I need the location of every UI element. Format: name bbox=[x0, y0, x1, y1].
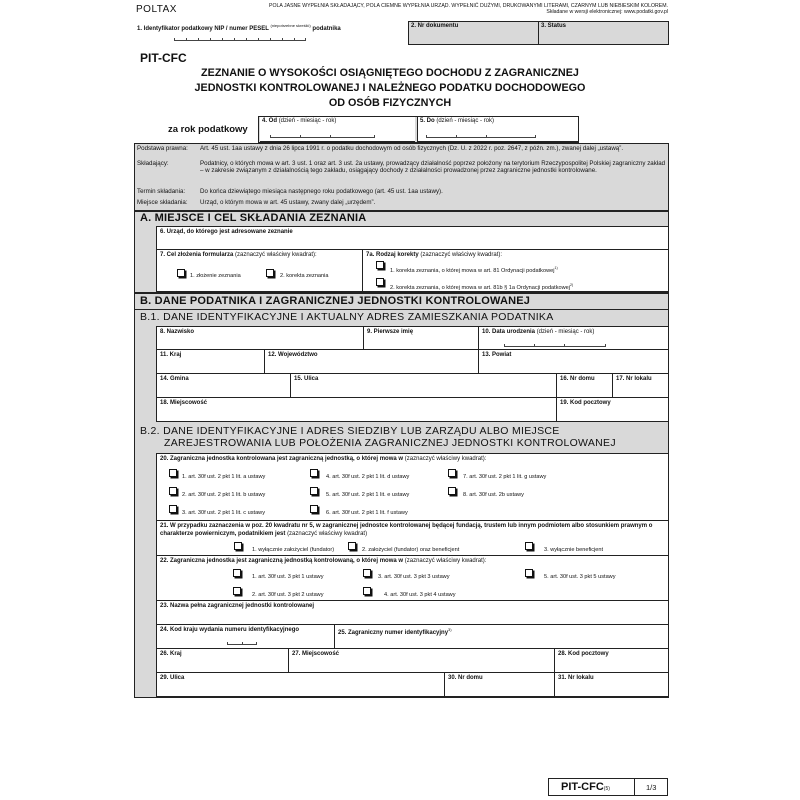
cfc-type-4-option: 4. art. 30f ust. 2 pkt 1 lit. d ustawy bbox=[326, 474, 410, 480]
cfc-apartment-number-field[interactable] bbox=[554, 673, 668, 697]
first-name-field[interactable] bbox=[363, 326, 478, 350]
section-b2-heading bbox=[136, 425, 668, 449]
cfc-country-label: 26. Kraj bbox=[160, 651, 182, 657]
country-field[interactable] bbox=[156, 350, 264, 374]
deadline-label: Termin składania: bbox=[137, 188, 186, 195]
identifier-suffix: podatnika bbox=[312, 26, 341, 32]
status-label: 3. Status bbox=[541, 23, 567, 29]
period-from-hint: (dzień - miesiąc - rok) bbox=[278, 118, 337, 124]
cfc-type-label: 20. Zagraniczna jednostka kontrolowana jest zagraniczną jednostką, o której mowa w bbox=[160, 456, 404, 462]
house-number-label: 16. Nr domu bbox=[560, 376, 595, 382]
correction-type-hint: (zaznaczyć właściwy kwadrat): bbox=[420, 252, 503, 258]
first-name-label: 9. Pierwsze imię bbox=[367, 329, 414, 335]
county-label: 13. Powiat bbox=[482, 352, 512, 358]
cfc-category-4-option: 4. art. 30f ust. 3 pkt 4 ustawy bbox=[384, 592, 456, 598]
role-founder-beneficiary-option: 2. założyciel (fundator) oraz beneficjent bbox=[362, 547, 460, 553]
section-b-heading: B. DANE PODATNIKA I ZAGRANICZNEJ JEDNOSTKI KONTROLOWANEJ bbox=[140, 295, 531, 307]
identifier-label: 1. Identyfikator podatkowy NIP / numer PESEL bbox=[137, 26, 269, 32]
cfc-category-hint: (zaznaczyć właściwy kwadrat): bbox=[404, 558, 487, 564]
form-title bbox=[150, 66, 630, 111]
office-label: 6. Urząd, do którego jest adresowane zeznanie bbox=[160, 229, 293, 235]
role-beneficiary-option: 3. wyłącznie beneficjent bbox=[544, 547, 604, 553]
cfc-type-8-checkbox[interactable] bbox=[448, 487, 456, 495]
deadline-text: Do końca dziewiątego miesiąca następnego roku podatkowego (art. 45 ust. 1aa ustawy). bbox=[200, 188, 443, 195]
period-to-hint: (dzień - miesiąc - rok) bbox=[436, 118, 495, 124]
cfc-type-5-checkbox[interactable] bbox=[310, 487, 318, 495]
cfc-type-8-option: 8. art. 30f ust. 2b ustawy bbox=[463, 492, 524, 498]
footer-version: (5) bbox=[603, 786, 610, 792]
correction-type-label: 7a. Rodzaj korekty bbox=[366, 252, 419, 258]
period-from-label: 4. Od bbox=[262, 118, 278, 124]
filer-label: Składający: bbox=[137, 160, 169, 167]
street-label: 15. Ulica bbox=[294, 376, 319, 382]
birth-date-hint: (dzień - miesiąc - rok) bbox=[536, 329, 595, 335]
cfc-postal-code-field[interactable] bbox=[554, 649, 668, 673]
correction-art81-text: 1. korekta zeznania, o której mowa w art. 81 Ordynacji podatkowej bbox=[390, 267, 555, 274]
cfc-type-3-checkbox[interactable] bbox=[169, 505, 177, 513]
cfc-category-label: 22. Zagraniczna jednostka jest zagraniczną jednostką kontrolowaną, o której mowa w bbox=[160, 558, 404, 564]
cfc-apartment-number-label: 31. Nr lokalu bbox=[558, 675, 594, 681]
cfc-type-2-option: 2. art. 30f ust. 2 pkt 1 lit. b ustawy bbox=[182, 492, 266, 498]
year-label: za rok podatkowy bbox=[168, 124, 248, 135]
postal-code-field[interactable] bbox=[556, 398, 668, 422]
cfc-category-4-checkbox[interactable] bbox=[363, 587, 371, 595]
taxpayer-role-label: 21. W przypadku zaznaczenia w poz. 20 kwadratu nr 5, w zagranicznej jednostce kontrolowanej będącej fundacją, trustem lub innym podmiotem albo stosunkiem prawnym o charakterze powierniczym, podatnikiem jest bbox=[160, 523, 653, 537]
role-founder-beneficiary-checkbox[interactable] bbox=[348, 542, 356, 550]
cfc-category-1-option: 1. art. 30f ust. 3 pkt 1 ustawy bbox=[252, 574, 324, 580]
locality-label: 18. Miejscowość bbox=[160, 400, 208, 406]
county-field[interactable] bbox=[478, 350, 668, 374]
form-title-line-3: OD OSÓB FIZYCZNYCH bbox=[328, 97, 452, 109]
section-b1-heading: B.1. DANE IDENTYFIKACYJNE I AKTUALNY ADRES ZAMIESZKANIA PODATNIKA bbox=[140, 311, 554, 323]
house-number-field[interactable] bbox=[556, 374, 612, 398]
footer-form-code bbox=[561, 781, 610, 793]
id-country-code-label: 24. Kod kraju wydania numeru identyfikacyjnego bbox=[160, 627, 300, 633]
cfc-locality-field[interactable] bbox=[288, 649, 554, 673]
correction-art81-footnote: 1) bbox=[554, 266, 558, 270]
correction-art81-checkbox[interactable] bbox=[376, 261, 384, 269]
street-field[interactable] bbox=[290, 374, 556, 398]
cfc-locality-label: 27. Miejscowość bbox=[292, 651, 340, 657]
cfc-category-1-checkbox[interactable] bbox=[233, 569, 241, 577]
form-code: PIT-CFC bbox=[140, 51, 187, 65]
purpose-label: 7. Cel złożenia formularza bbox=[160, 252, 234, 258]
correction-art81-option bbox=[390, 266, 558, 274]
footer-code-text: PIT-CFC bbox=[561, 781, 604, 793]
cfc-category-5-option: 5. art. 30f ust. 3 pkt 5 ustawy bbox=[544, 574, 616, 580]
fill-instructions bbox=[206, 4, 668, 16]
id-country-code-field[interactable] bbox=[156, 625, 334, 649]
taxpayer-role-hint: (zaznaczyć właściwy kwadrat) bbox=[287, 530, 368, 537]
cfc-category-3-option: 3. art. 30f ust. 3 pkt 3 ustawy bbox=[378, 574, 450, 580]
purpose-field bbox=[156, 250, 362, 292]
cfc-type-2-checkbox[interactable] bbox=[169, 487, 177, 495]
instruction-line-2: Składane w wersji elektronicznej: www.podatki.gov.pl bbox=[546, 8, 668, 15]
locality-field[interactable] bbox=[156, 398, 556, 422]
cfc-type-6-checkbox[interactable] bbox=[310, 505, 318, 513]
cfc-type-6-option: 6. art. 30f ust. 2 pkt 1 lit. f ustawy bbox=[326, 510, 408, 516]
cfc-type-5-option: 5. art. 30f ust. 2 pkt 1 lit. e ustawy bbox=[326, 492, 410, 498]
surname-field[interactable] bbox=[156, 326, 363, 350]
cfc-postal-code-label: 28. Kod pocztowy bbox=[558, 651, 609, 657]
cfc-name-field[interactable] bbox=[156, 601, 668, 625]
apartment-number-label: 17. Nr lokalu bbox=[616, 376, 652, 382]
correction-art81b-checkbox[interactable] bbox=[376, 278, 384, 286]
role-founder-option: 1. wyłącznie założyciel (fundator) bbox=[252, 547, 335, 553]
purpose-submission-option: 1. złożenie zeznania bbox=[190, 273, 241, 279]
legal-basis-text: Art. 45 ust. 1aa ustawy z dnia 26 lipca 1991 r. o podatku dochodowym od osób fizycznych (Dz. U. z 2022 r. poz. 2647, z późn. zm.), zwanej dalej „ustawą”. bbox=[200, 145, 624, 152]
place-text: Urząd, o którym mowa w art. 45 ustawy, zwany dalej „urzędem”. bbox=[200, 199, 376, 206]
role-founder-checkbox[interactable] bbox=[234, 542, 242, 550]
correction-art81b-text: 2. korekta zeznania, o której mowa w art. 81b § 1a Ordynacji podatkowej bbox=[390, 284, 571, 291]
form-title-line-2: JEDNOSTKI KONTROLOWANEJ I NALEŻNEGO PODATKU DOCHODOWEGO bbox=[194, 82, 586, 94]
filer-text: Podatnicy, o których mowa w art. 3 ust. 1 oraz art. 3 ust. 2a ustawy, prowadzący działalność poprzez położony na terytorium Rzeczypospolitej Polskiej zagraniczny zakład – w zakresie związanym z działalnością tego zakładu, osiągający dochody z działalności prowadzonej przez zagraniczne jednostki kontrolowane. bbox=[200, 160, 666, 175]
cfc-category-5-checkbox[interactable] bbox=[525, 569, 533, 577]
cfc-category-2-checkbox[interactable] bbox=[233, 587, 241, 595]
foreign-id-footnote: 3) bbox=[448, 627, 452, 632]
cfc-name-label: 23. Nazwa pełna zagranicznej jednostki kontrolowanej bbox=[160, 603, 315, 609]
foreign-id-label: 25. Zagraniczny numer identyfikacyjny bbox=[338, 630, 449, 636]
cfc-type-7-checkbox[interactable] bbox=[448, 469, 456, 477]
period-to-label: 5. Do bbox=[420, 118, 435, 124]
purpose-correction-checkbox[interactable] bbox=[266, 269, 274, 277]
province-field[interactable] bbox=[264, 350, 478, 374]
cfc-type-7-option: 7. art. 30f ust. 2 pkt 1 lit. g ustawy bbox=[463, 474, 547, 480]
cfc-country-field[interactable] bbox=[156, 649, 288, 673]
cfc-house-number-field[interactable] bbox=[444, 673, 554, 697]
country-label: 11. Kraj bbox=[160, 352, 182, 358]
instruction-line-1: POLA JASNE WYPEŁNIA SKŁADAJĄCY, POLA CIEMNE WYPEŁNIA URZĄD. WYPEŁNIĆ DUŻYMI, DRUKOWANYMI LITERAMI, CZARNYM LUB NIEBIESKIM KOLOREM. bbox=[269, 3, 668, 9]
period-from-field[interactable] bbox=[260, 117, 415, 142]
postal-code-label: 19. Kod pocztowy bbox=[560, 400, 611, 406]
section-b2-heading-line-2: ZAREJESTROWANIA LUB POŁOŻENIA ZAGRANICZNEJ JEDNOSTKI KONTROLOWANEJ bbox=[164, 437, 616, 449]
purpose-correction-option: 2. korekta zeznania bbox=[280, 273, 329, 279]
cfc-type-3-option: 3. art. 30f ust. 2 pkt 1 lit. c ustawy bbox=[182, 510, 266, 516]
section-a-heading: A. MIEJSCE I CEL SKŁADANIA ZEZNANIA bbox=[140, 212, 367, 224]
form-title-line-1: ZEZNANIE O WYSOKOŚCI OSIĄGNIĘTEGO DOCHODU Z ZAGRANICZNEJ bbox=[201, 67, 579, 79]
poltax-logo: POLTAX bbox=[136, 4, 177, 15]
page-number: 1/3 bbox=[646, 783, 657, 792]
document-number-label: 2. Nr dokumentu bbox=[411, 23, 459, 29]
birth-date-label: 10. Data urodzenia bbox=[482, 329, 536, 335]
place-label: Miejsce składania: bbox=[137, 199, 188, 206]
legal-basis-label: Podstawa prawna: bbox=[137, 145, 188, 152]
office-field[interactable] bbox=[156, 226, 668, 250]
birth-date-field[interactable] bbox=[478, 326, 668, 350]
municipality-field[interactable] bbox=[156, 374, 290, 398]
province-label: 12. Województwo bbox=[268, 352, 318, 358]
apartment-number-field[interactable] bbox=[612, 374, 668, 398]
purpose-submission-checkbox[interactable] bbox=[177, 269, 185, 277]
cfc-type-1-checkbox[interactable] bbox=[169, 469, 177, 477]
cfc-street-label: 29. Ulica bbox=[160, 675, 185, 681]
surname-label: 8. Nazwisko bbox=[160, 329, 195, 335]
role-beneficiary-checkbox[interactable] bbox=[525, 542, 533, 550]
identifier-field[interactable] bbox=[134, 21, 408, 45]
cfc-category-3-checkbox[interactable] bbox=[363, 569, 371, 577]
cfc-type-4-checkbox[interactable] bbox=[310, 469, 318, 477]
cfc-type-hint: (zaznaczyć właściwy kwadrat): bbox=[404, 456, 487, 462]
cfc-street-field[interactable] bbox=[156, 673, 444, 697]
section-b2-heading-line-1: B.2. DANE IDENTYFIKACYJNE I ADRES SIEDZIBY LUB ZARZĄDU ALBO MIEJSCE bbox=[140, 425, 560, 437]
cfc-category-2-option: 2. art. 30f ust. 3 pkt 2 ustawy bbox=[252, 592, 324, 598]
foreign-id-field[interactable] bbox=[334, 625, 668, 649]
cfc-house-number-label: 30. Nr domu bbox=[448, 675, 483, 681]
municipality-label: 14. Gmina bbox=[160, 376, 189, 382]
period-to-field[interactable] bbox=[417, 117, 578, 142]
purpose-hint: (zaznaczyć właściwy kwadrat): bbox=[235, 252, 317, 258]
correction-art81b-footnote: 2) bbox=[570, 283, 574, 287]
correction-art81b-option bbox=[390, 283, 573, 291]
identifier-note: (niepotrzebne skreślić) bbox=[270, 23, 311, 28]
cfc-type-1-option: 1. art. 30f ust. 2 pkt 1 lit. a ustawy bbox=[182, 474, 266, 480]
